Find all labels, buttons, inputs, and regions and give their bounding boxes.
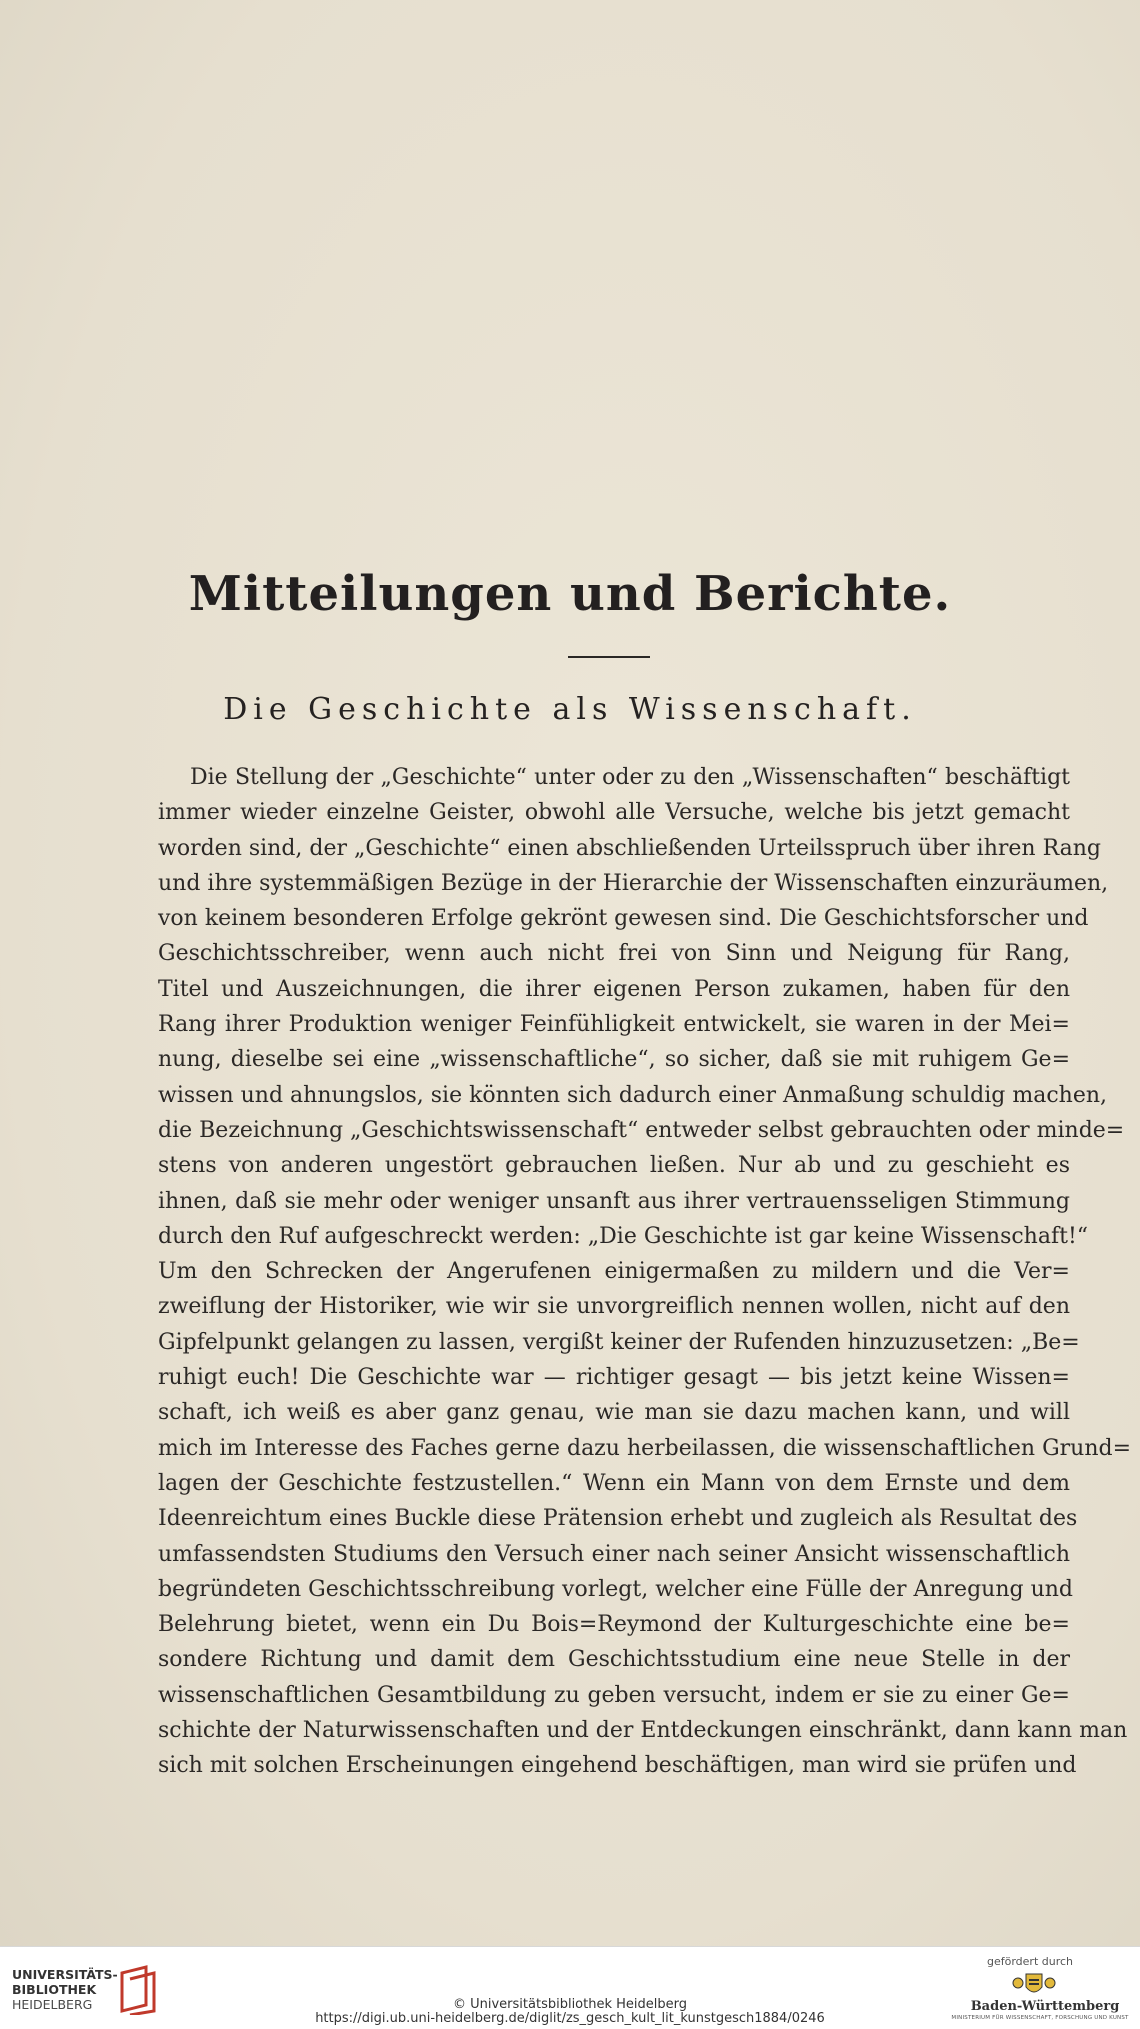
text-line: und ihre systemmäßigen Bezüge in der Hierarchie der Wissenschaften einzuräumen, (158, 870, 1109, 896)
text-line: umfassendsten Studiums den Versuch einer nach seiner Ansicht wissenschaftlich (158, 1541, 1070, 1567)
text-line: ihnen, daß sie mehr oder weniger unsanft aus ihrer vertrauensseligen Stimmung (158, 1188, 1070, 1214)
text-line: Belehrung bietet, wenn ein Du Bois=Reymond der Kulturgeschichte eine be= (158, 1612, 1070, 1638)
funded-by-label: gefördert durch (987, 1955, 1074, 1968)
text-line: sondere Richtung und damit dem Geschichtsstudium eine neue Stelle in der (158, 1647, 1070, 1673)
text-line: immer wieder einzelne Geister, obwohl alle Versuche, welche bis jetzt gemacht (158, 800, 1070, 826)
article-body (158, 760, 1132, 1784)
text-line: Geschichtsschreiber, wenn auch nicht frei von Sinn und Neigung für Rang, (158, 941, 1070, 967)
text-line: Die Stellung der „Geschichte“ unter oder zu den „Wissenschaften“ beschäftigt (190, 765, 1070, 790)
text-line: begründeten Geschichtsschreibung vorlegt, welcher eine Fülle der Anregung und (158, 1576, 1073, 1602)
library-name-line2: BIBLIOTHEK (12, 1982, 97, 1997)
text-line: nung, dieselbe sei eine „wissenschaftliche“, so sicher, daß sie mit ruhigem Ge= (158, 1047, 1070, 1073)
copyright-notice: © Universitätsbibliothek Heidelberg (452, 1997, 687, 2012)
text-line: Gipfelpunkt gelangen zu lassen, vergißt keiner der Rufenden hinzuzusetzen: „Be= (158, 1329, 1080, 1355)
article-title: Die Geschichte als Wissenschaft. (223, 692, 917, 727)
text-line: stens von anderen ungestört gebrauchen ließen. Nur ab und zu geschieht es (158, 1153, 1070, 1179)
footer-bar (0, 1946, 1140, 2029)
text-line: wissen und ahnungslos, sie könnten sich dadurch einer Anmaßung schuldig machen, (158, 1082, 1108, 1108)
library-name-line3: HEIDELBERG (12, 1997, 93, 2012)
section-heading: Mitteilungen und Berichte. (188, 566, 952, 622)
text-line: Titel und Auszeichnungen, die ihrer eigenen Person zukamen, haben für den (158, 976, 1070, 1002)
text-line: Um den Schrecken der Angerufenen einigermaßen zu mildern und die Ver= (158, 1259, 1070, 1285)
text-line: Ideenreichtum eines Buckle diese Prätension erhebt und zugleich als Resultat des (158, 1506, 1078, 1532)
text-line: zweiflung der Historiker, wie wir sie unvorgreiflich nennen wollen, nicht auf den (158, 1294, 1070, 1320)
text-line: ruhigt euch! Die Geschichte war — richtiger gesagt — bis jetzt keine Wissen= (158, 1365, 1070, 1391)
text-line: sich mit solchen Erscheinungen eingehend beschäftigen, man wird sie prüfen und (158, 1753, 1077, 1779)
text-line: die Bezeichnung „Geschichtswissenschaft“ entweder selbst gebrauchten oder minde= (158, 1117, 1125, 1143)
text-line: von keinem besonderen Erfolge gekrönt gewesen sind. Die Geschichtsforscher und (158, 906, 1089, 932)
text-line: durch den Ruf aufgeschreckt werden: „Die Geschichte ist gar keine Wissenschaft!“ (158, 1223, 1089, 1249)
text-line: worden sind, der „Geschichte“ einen abschließenden Urteilsspruch über ihren Rang (158, 835, 1102, 861)
sponsor-ministry: MINISTERIUM FÜR WISSENSCHAFT, FORSCHUNG UND KUNST (951, 2015, 1129, 2021)
heading-divider (568, 656, 650, 658)
text-line: Rang ihrer Produktion weniger Feinfühligkeit entwickelt, sie waren in der Mei= (158, 1012, 1070, 1038)
text-line: schaft, ich weiß es aber ganz genau, wie man sie dazu machen kann, und will (158, 1400, 1070, 1426)
library-name-line1: UNIVERSITÄTS- (12, 1967, 118, 1982)
coat-of-arms-icon (1012, 1971, 1056, 1999)
text-line: wissenschaftlichen Gesamtbildung zu geben versucht, indem er sie zu einer Ge= (158, 1682, 1070, 1708)
text-line: mich im Interesse des Faches gerne dazu herbeilassen, die wissenschaftlichen Grund= (158, 1435, 1132, 1461)
text-line: schichte der Naturwissenschaften und der Entdeckungen einschränkt, dann kann man (158, 1718, 1128, 1744)
permalink-url[interactable]: https://digi.ub.uni-heidelberg.de/diglit/zs_gesch_kult_lit_kunstgesch1884/0246 (315, 2011, 825, 2026)
text-line: lagen der Geschichte festzustellen.“ Wenn ein Mann von dem Ernste und dem (158, 1470, 1070, 1496)
sponsor-name: Baden-Württemberg (970, 1999, 1120, 2014)
